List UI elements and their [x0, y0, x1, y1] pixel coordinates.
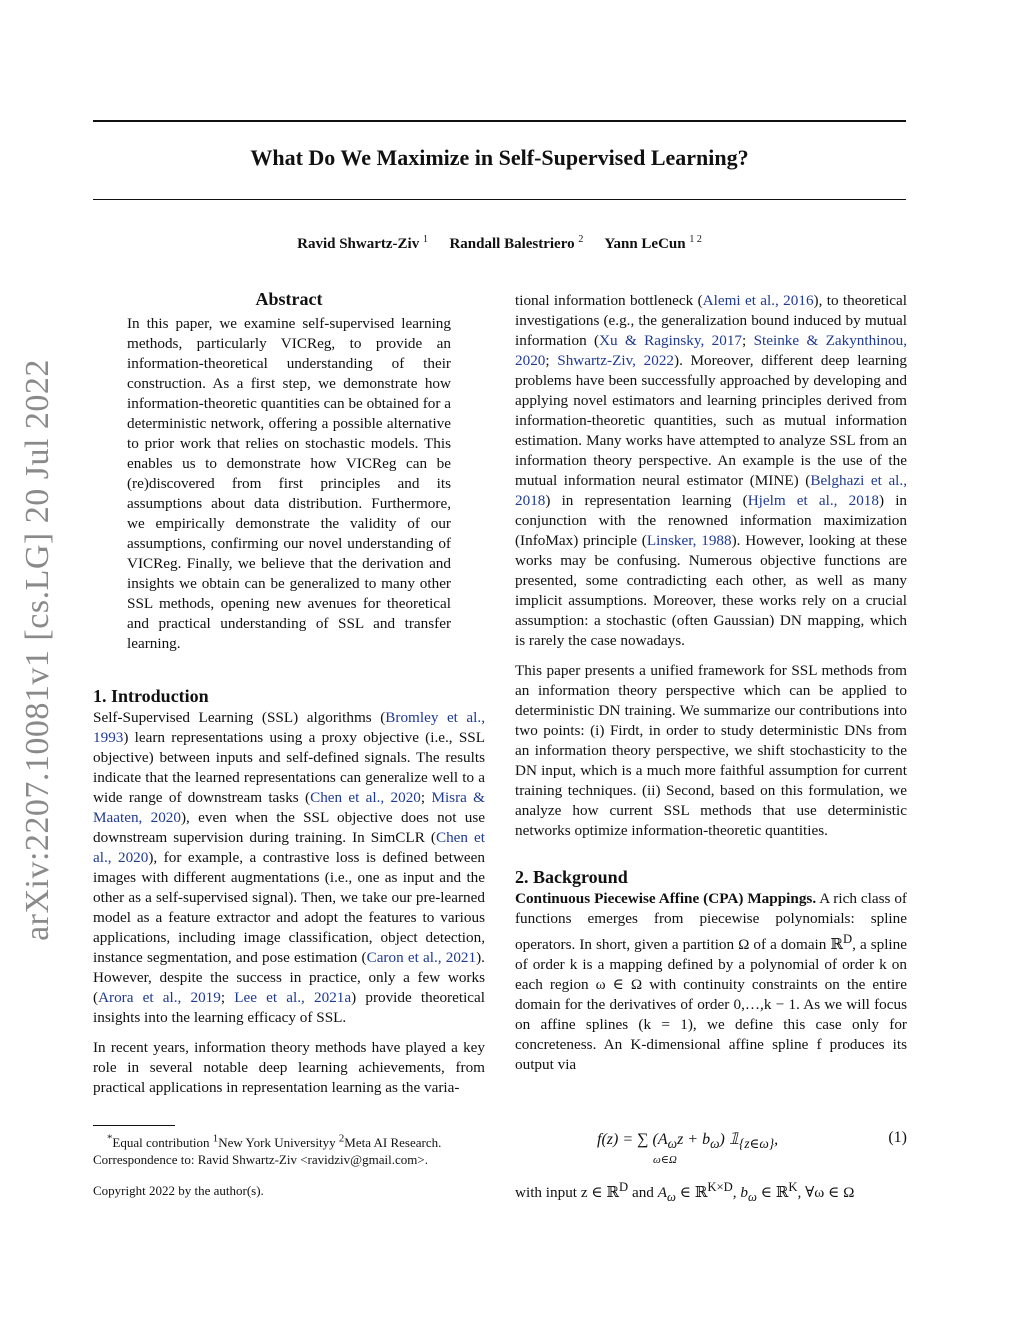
abstract-text: In this paper, we examine self-supervised learning methods, particularly VICReg, to provide an information-theoretical understanding of their construction. As a first step, we demonstrate how information-theoretic quantities can be obtained for a deterministic network, offering a possible alternative to prior work that relies on stochastic models. This enables us to demonstrate how VICReg can be (re)discovered from first principles and its assumptions about data distribution. Furthermore, we empirically demonstrate the validity of our assumptions, confirming our novel understanding of VICReg. Finally, we believe that the derivation and insights we obtain can be generalized to many other SSL methods, opening new avenues for theoretical and practical understanding of SSL and transfer learning.	[127, 315, 451, 652]
text-run: ) in representation learning (	[545, 492, 748, 509]
equation-body: f(z) = ∑ $(A_\omega z + b_\omega)$ $𝟙_{\{z\in\omega\}}$,	[597, 1131, 779, 1152]
introduction-section	[93, 684, 485, 1098]
text-run: ). However, despite the success in practice, only a few works (	[93, 949, 485, 1006]
arxiv-identifier: arXiv:2207.10081v1 [cs.LG] 20 Jul 2022	[19, 359, 56, 941]
author-affiliation: 1 2	[689, 234, 702, 245]
citation-link[interactable]: Bromley et al., 1993	[93, 709, 485, 746]
citation-link[interactable]: Xu & Raginsky, 2017	[599, 332, 743, 349]
citation-link[interactable]: Arora et al., 2019	[98, 989, 221, 1006]
footnote-aff1: New York Universityy	[218, 1135, 336, 1151]
paragraph	[515, 291, 907, 651]
paper-title: What Do We Maximize in Self-Supervised Learning?	[250, 145, 749, 170]
section-heading: 2. Background	[515, 867, 628, 887]
text-run: ;	[742, 332, 754, 349]
paragraph: Continuous Piecewise Affine (CPA) Mappings. A rich class of functions emerges from piecewise polynomials: spline operators. In short, given a partition Ω of a domain ℝ$^D$, a spline of order k is a mapping defined by a polynomial of order k on each region ω ∈ Ω with continuity constraints on the entire domain for the derivatives of order 0,…,k − 1. As we will focus on affine splines (k = 1), we define this case only for concreteness. An K-dimensional affine spline f produces its output via	[515, 890, 907, 1074]
citation-link[interactable]: Steinke & Zakynthinou, 2020	[515, 332, 907, 369]
text-run: ), even when the SSL objective does not use downstream supervision during training. In SimCLR (	[93, 809, 485, 846]
paragraph: This paper presents a unified framework for SSL methods from an information theory perspective which can be applied to deterministic DN training. We summarize our contributions into two points: (i) Firdt, in order to study deterministic DNs from an information theory perspective, we shift stochasticity to the DN input, which is a much more faithful assumption for current training techniques. (ii) Second, based on this formulation, we analyze how current SSL methods that use deterministic networks optimize information-theoretic quantities.	[515, 662, 907, 839]
background-text-b: , a spline of order k is a mapping defined by a polynomial of order k on each region ω ∈ Ω with continuity constraints on the entire domain for the derivatives of order 0,…,k − 1. As we will focus on affine splines (k = 1), we define this case only for concreteness. An K-dimensional affine spline f produces its output via	[515, 936, 907, 1074]
citation-link[interactable]: Hjelm et al., 2018	[747, 492, 879, 509]
text-run: ;	[220, 989, 235, 1006]
paragraph	[93, 708, 485, 1028]
text-run: Self-Supervised Learning (SSL) algorithms (	[93, 709, 386, 726]
paragraph: In recent years, information theory methods have played a key role in several notable deep learning achievements, from practical applications in representation learning as the varia-	[93, 1039, 485, 1096]
author-list	[93, 234, 906, 253]
right-column	[515, 291, 907, 1075]
title-rule-bottom	[93, 199, 906, 200]
text-run: tional information bottleneck (	[515, 292, 703, 309]
abstract-heading: Abstract	[255, 289, 323, 309]
text-run: ;	[545, 352, 558, 369]
footnote: *Equal contribution $^1$New York Universityy $^2$Meta AI Research. Correspondence to: Ravid Shwartz-Ziv <ravidziv@gmail.com>.	[93, 1133, 442, 1168]
citation-link[interactable]: Chen et al., 2020	[93, 829, 485, 866]
text-run: ), for example, a contrastive loss is defined between images with different augmentations (i.e., one as input and the other as a self-supervised signal). Then, we take our pre-learned model as a feature extractor and adopt the features to various applications, including image classification, object detection, instance segmentation, and pose estimation (	[93, 849, 485, 966]
equation-subscript: ω∈Ω	[653, 1154, 677, 1166]
citation-link[interactable]: Alemi et al., 2016	[702, 292, 814, 309]
text-run: ). However, looking at these works may be confusing. Numerous objective functions are presented, some contradicting each other, as well as many implicit assumptions. Moreover, these works rely on a crucial assumption: a stochastic (often Gaussian) DN mapping, which is rarely the case nowadays.	[515, 532, 908, 649]
text-run: ), to theoretical investigations (e.g., the generalization bound induced by mutual information (	[515, 292, 907, 349]
author-name: Randall Balestriero	[449, 236, 575, 252]
author-affiliation: 2	[578, 234, 584, 245]
citation-link[interactable]: Belghazi et al., 2018	[515, 472, 907, 509]
copyright: Copyright 2022 by the author(s).	[93, 1183, 264, 1198]
citation-link[interactable]: Caron et al., 2021	[366, 949, 477, 966]
author-affiliation: 1	[422, 234, 428, 245]
citation-link[interactable]: Misra & Maaten, 2020	[93, 789, 485, 826]
equation-number: (1)	[888, 1129, 907, 1146]
footnote-rule	[93, 1125, 175, 1126]
text-run: ) learn representations using a proxy objective (i.e., SSL objective) between inputs and self-defined signals. The results indicate that the learned representations can generalize well to a wide range of downstream tasks (	[93, 729, 485, 806]
footnote-equal: Equal contribution	[112, 1135, 210, 1151]
text-run: ). Moreover, different deep learning problems have been successfully approached by developing and applying novel estimators and learning principles derived from information-theoretic quantities, such as mutual information estimation. Many works have attempted to analyze SSL from an information theory perspective. An example is the use of the mutual information neural estimator (MINE) (	[515, 352, 907, 489]
section-heading: 1. Introduction	[93, 686, 209, 706]
citation-link[interactable]: Linsker, 1988	[646, 532, 732, 549]
text-run: ) provide theoretical insights into the learning efficacy of SSL.	[93, 989, 485, 1026]
author-name: Ravid Shwartz-Ziv	[297, 236, 420, 252]
runin-heading: Continuous Piecewise Affine (CPA) Mappings.	[515, 890, 817, 907]
citation-link[interactable]: Shwartz-Ziv, 2022	[557, 352, 675, 369]
footnote-correspondence: Correspondence to: Ravid Shwartz-Ziv <ravidziv@gmail.com>.	[93, 1152, 428, 1168]
citation-link[interactable]: Chen et al., 2020	[310, 789, 421, 806]
text-run: ) in conjunction with the renowned information maximization (InfoMax) principle (	[515, 492, 908, 549]
equation-1	[515, 1125, 907, 1169]
continuation-line: with input z ∈ ℝ$^D$ and $A_\omega$ ∈ ℝ$^{K\times D}$, $b_\omega$ ∈ ℝ$^K$, ∀ω ∈ Ω	[515, 1180, 855, 1205]
author-name: Yann LeCun	[604, 236, 686, 252]
title-rule-top	[93, 120, 906, 122]
background-text-a: A rich class of functions emerges from piecewise polynomials: spline operators. In short, given a partition Ω of a domain ℝ	[515, 890, 907, 954]
footnote-aff2: Meta AI Research.	[344, 1135, 442, 1151]
citation-link[interactable]: Lee et al., 2021a	[234, 989, 352, 1006]
text-run: ;	[420, 789, 432, 806]
